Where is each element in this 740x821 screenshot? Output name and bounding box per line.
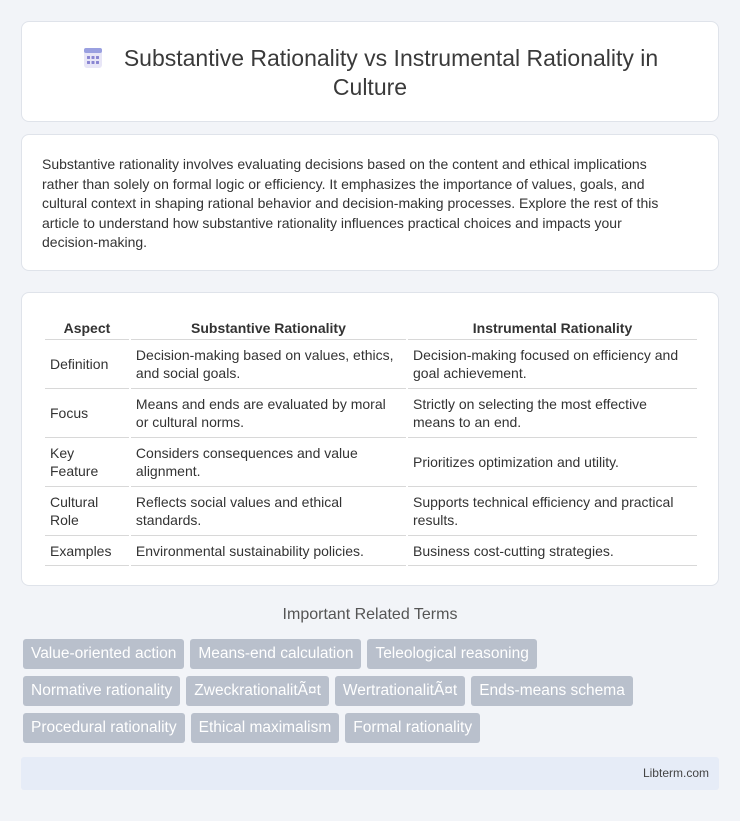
related-term-tag[interactable]: Value-oriented action [23, 639, 184, 669]
comparison-table [43, 314, 699, 566]
tag-row [23, 676, 723, 706]
intro-text: Substantive rationality involves evaluating decisions based on the content and ethical implications rather than solely on formal logic or efficiency. It emphasizes the importance of values, goals, and cultural context in shaping rational behavior and decision-making processes. Explore the rest of this article to understand how substantive rationality influences practical choices and impacts your decision-making. [42, 156, 659, 251]
row-substantive: Means and ends are evaluated by moral or cultural norms. [131, 389, 406, 438]
row-substantive: Reflects social values and ethical standards. [131, 487, 406, 536]
row-aspect: Examples [45, 536, 129, 566]
row-instrumental: Supports technical efficiency and practical results. [408, 487, 697, 536]
page-title-text: Substantive Rationality vs Instrumental Rationality in Culture [123, 45, 659, 100]
footer [21, 757, 719, 790]
related-term-tag[interactable]: Normative rationality [23, 676, 180, 706]
tag-row [23, 713, 723, 743]
header-aspect: Aspect [45, 314, 129, 340]
related-term-tag[interactable]: Means-end calculation [190, 639, 361, 669]
table-row [45, 487, 697, 536]
related-terms-list [23, 639, 723, 750]
row-instrumental: Prioritizes optimization and utility. [408, 438, 697, 487]
document-grid-icon [82, 47, 104, 69]
related-term-tag[interactable]: WertrationalitÃ¤t [335, 676, 465, 706]
related-term-tag[interactable]: Ends-means schema [471, 676, 633, 706]
title-card [21, 21, 719, 122]
row-instrumental: Decision-making focused on efficiency and goal achievement. [408, 340, 697, 389]
related-term-tag[interactable]: Teleological reasoning [367, 639, 536, 669]
tag-row [23, 639, 723, 669]
row-aspect: Focus [45, 389, 129, 438]
header-substantive: Substantive Rationality [131, 314, 406, 340]
intro-card [21, 134, 719, 271]
related-term-tag[interactable]: Procedural rationality [23, 713, 185, 743]
row-instrumental: Business cost-cutting strategies. [408, 536, 697, 566]
related-term-tag[interactable]: ZweckrationalitÃ¤t [186, 676, 329, 706]
related-term-tag[interactable]: Ethical maximalism [191, 713, 340, 743]
row-substantive: Considers consequences and value alignment. [131, 438, 406, 487]
page-title [22, 44, 718, 102]
row-instrumental: Strictly on selecting the most effective means to an end. [408, 389, 697, 438]
table-row [45, 536, 697, 566]
footer-site-link[interactable]: Libterm.com [642, 766, 709, 780]
header-instrumental: Instrumental Rationality [408, 314, 697, 340]
comparison-table-card [21, 292, 719, 586]
row-aspect: Definition [45, 340, 129, 389]
row-substantive: Decision-making based on values, ethics, and social goals. [131, 340, 406, 389]
table-row [45, 438, 697, 487]
row-substantive: Environmental sustainability policies. [131, 536, 406, 566]
row-aspect: Key Feature [45, 438, 129, 487]
table-header-row [45, 314, 697, 340]
related-terms-title: Important Related Terms [282, 606, 458, 623]
table-row [45, 389, 697, 438]
related-term-tag[interactable]: Formal rationality [345, 713, 480, 743]
table-row [45, 340, 697, 389]
row-aspect: Cultural Role [45, 487, 129, 536]
